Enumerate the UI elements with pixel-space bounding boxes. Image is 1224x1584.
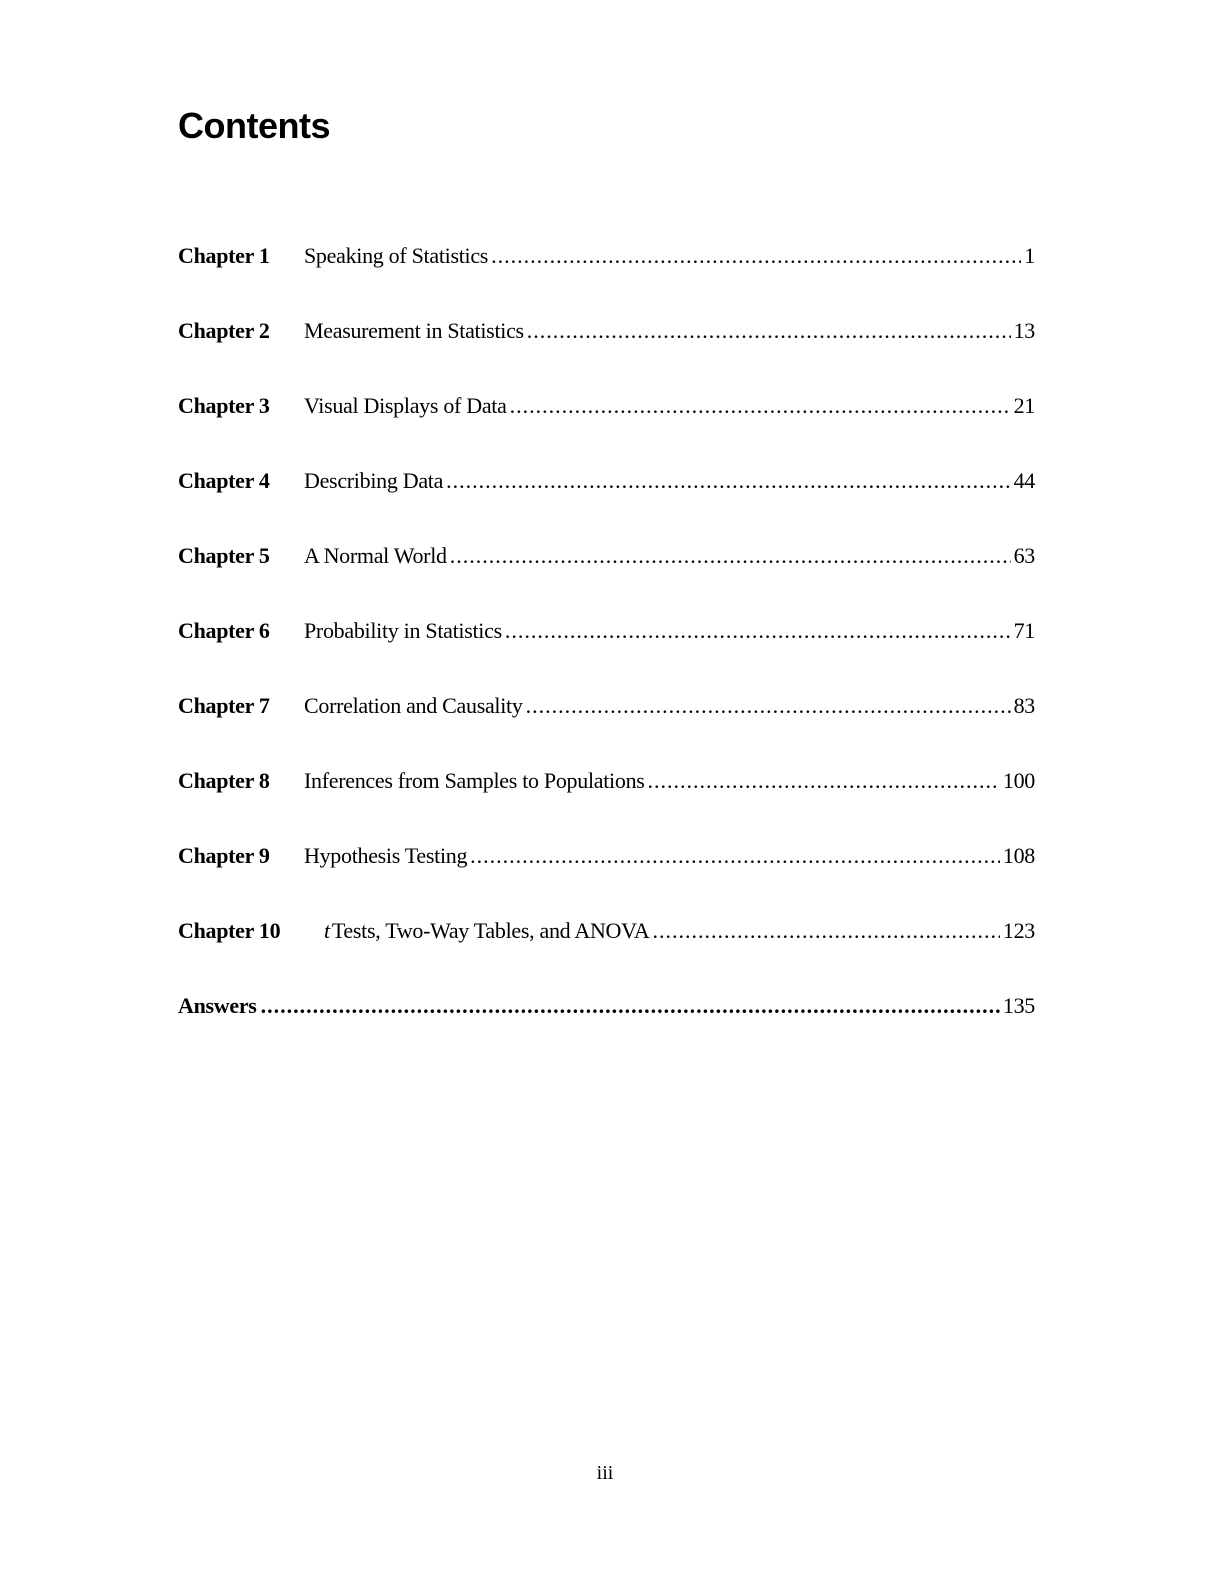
chapter-title: Tests, Two-Way Tables, and ANOVA (331, 918, 650, 943)
dot-leader (652, 911, 999, 951)
toc-entry-chapter-6[interactable] (178, 611, 1035, 686)
page-number: 123 (1002, 918, 1035, 943)
chapter-label: Chapter 5 (178, 543, 270, 568)
chapter-label: Chapter 10 (178, 918, 281, 943)
chapter-title: Probability in Statistics (304, 618, 502, 643)
dot-leader (648, 761, 1000, 801)
toc-entry-chapter-8[interactable] (178, 761, 1035, 836)
chapter-title-wrapper (314, 911, 649, 951)
toc-entry-chapter-5[interactable] (178, 536, 1035, 611)
page-number: 44 (1013, 468, 1035, 493)
table-of-contents (178, 236, 1035, 1061)
page-number: 1 (1024, 243, 1035, 268)
chapter-label: Chapter 2 (178, 318, 270, 343)
chapter-title: A Normal World (304, 543, 447, 568)
dot-leader (527, 311, 1011, 351)
toc-entry-chapter-9[interactable] (178, 836, 1035, 911)
page-number: 83 (1013, 693, 1035, 718)
chapter-label: Chapter 4 (178, 468, 270, 493)
page-number: 21 (1013, 393, 1035, 418)
dot-leader (510, 386, 1011, 426)
dot-leader (470, 836, 1000, 876)
page-number: 63 (1013, 543, 1035, 568)
toc-entry-chapter-3[interactable] (178, 386, 1035, 461)
chapter-title-prefix: t (324, 918, 330, 943)
chapter-title: Visual Displays of Data (304, 393, 507, 418)
chapter-label: Chapter 9 (178, 843, 270, 868)
toc-entry-chapter-10[interactable] (178, 911, 1035, 986)
dot-leader (505, 611, 1011, 651)
footer-page-number: iii (596, 1462, 614, 1484)
page-number: 108 (1002, 843, 1035, 868)
page-number: 13 (1013, 318, 1035, 343)
dot-leader (491, 236, 1021, 276)
chapter-label: Chapter 3 (178, 393, 270, 418)
chapter-label: Chapter 1 (178, 243, 270, 268)
toc-entry-chapter-7[interactable] (178, 686, 1035, 761)
page-number: 71 (1013, 618, 1035, 643)
dot-leader (261, 986, 1000, 1026)
dot-leader (450, 536, 1011, 576)
chapter-label: Chapter 8 (178, 768, 270, 793)
chapter-title: Describing Data (304, 468, 444, 493)
page-title: Contents (178, 105, 330, 146)
toc-entry-answers[interactable] (178, 986, 1035, 1061)
chapter-title: Correlation and Causality (304, 693, 523, 718)
chapter-label: Chapter 6 (178, 618, 270, 643)
chapter-title: Hypothesis Testing (304, 843, 468, 868)
chapter-title: Measurement in Statistics (304, 318, 524, 343)
toc-entry-chapter-4[interactable] (178, 461, 1035, 536)
toc-entry-chapter-2[interactable] (178, 311, 1035, 386)
toc-entry-chapter-1[interactable] (178, 236, 1035, 311)
dot-leader (446, 461, 1011, 501)
chapter-label: Chapter 7 (178, 693, 270, 718)
chapter-title: Speaking of Statistics (304, 243, 489, 268)
dot-leader (526, 686, 1011, 726)
answers-title: Answers (178, 993, 257, 1018)
page-number: 100 (1002, 768, 1035, 793)
page-number: 135 (1002, 993, 1035, 1018)
chapter-title: Inferences from Samples to Populations (304, 768, 645, 793)
